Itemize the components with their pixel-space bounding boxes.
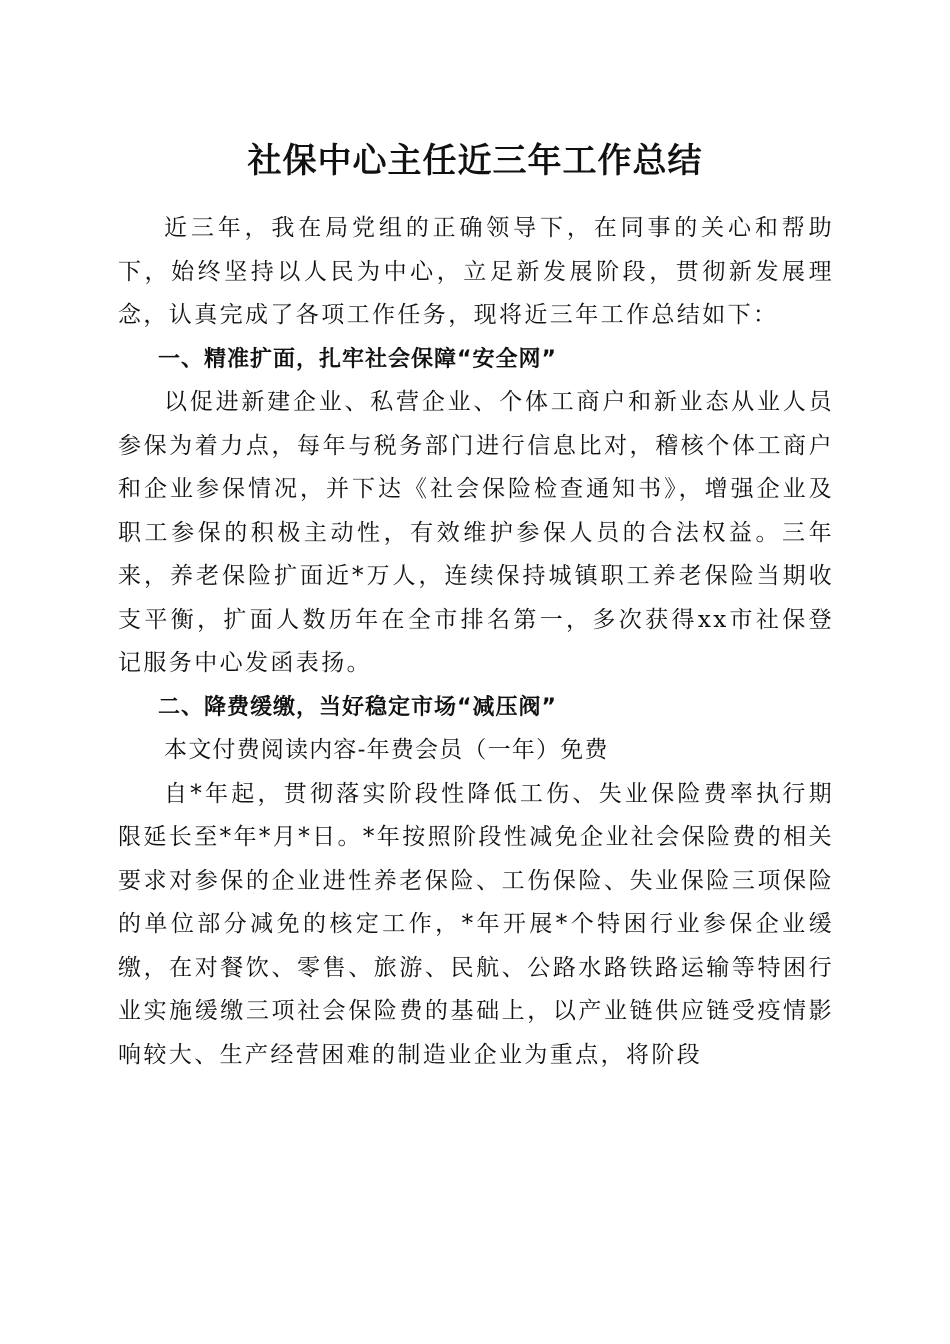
- section-heading-2: 二、降费缓缴，当好稳定市场“减压阀”: [158, 694, 557, 720]
- document-title: 社保中心主任近三年工作总结: [247, 141, 703, 181]
- section-heading-1: 一、精准扩面，扎牢社会保障“安全网”: [158, 346, 557, 372]
- paywall-notice: 本文付费阅读内容-年费会员（一年）免费: [164, 737, 609, 763]
- section-1-paragraph: 以促进新建企业、私营企业、个体工商户和新业态从业人员参保为着力点，每年与税务部门进行信息比对，稽核个体工商户和企业参保情况，并下达《社会保险检查通知书》，增强企业及职工参保的积极主动性，有效维护参保人员的合法权益。三年来，养老保险扩面近*万人，连续保持城镇职工养老保险当期收支平衡，扩面人数历年在全市排名第一，多次获得xx市社保登记服务中心发函表扬。: [118, 389, 834, 676]
- section-2-paragraph: 自*年起，贯彻落实阶段性降低工伤、失业保险费率执行期限延长至*年*月*日。*年按照阶段性减免企业社会保险费的相关要求对参保的企业进性养老保险、工伤保险、失业保险三项保险的单位部分减免的核定工作，*年开展*个特困行业参保企业缓缴，在对餐饮、零售、旅游、民航、公路水路铁路运输等特困行业实施缓缴三项社会保险费的基础上，以产业链供应链受疫情影响较大、生产经营困难的制造业企业为重点，将阶段: [118, 780, 834, 1068]
- document-body: [118, 207, 834, 1077]
- intro-paragraph: 近三年，我在局党组的正确领导下，在同事的关心和帮助下，始终坚持以人民为中心，立足新发展阶段，贯彻新发展理念，认真完成了各项工作任务，现将近三年工作总结如下：: [118, 215, 834, 328]
